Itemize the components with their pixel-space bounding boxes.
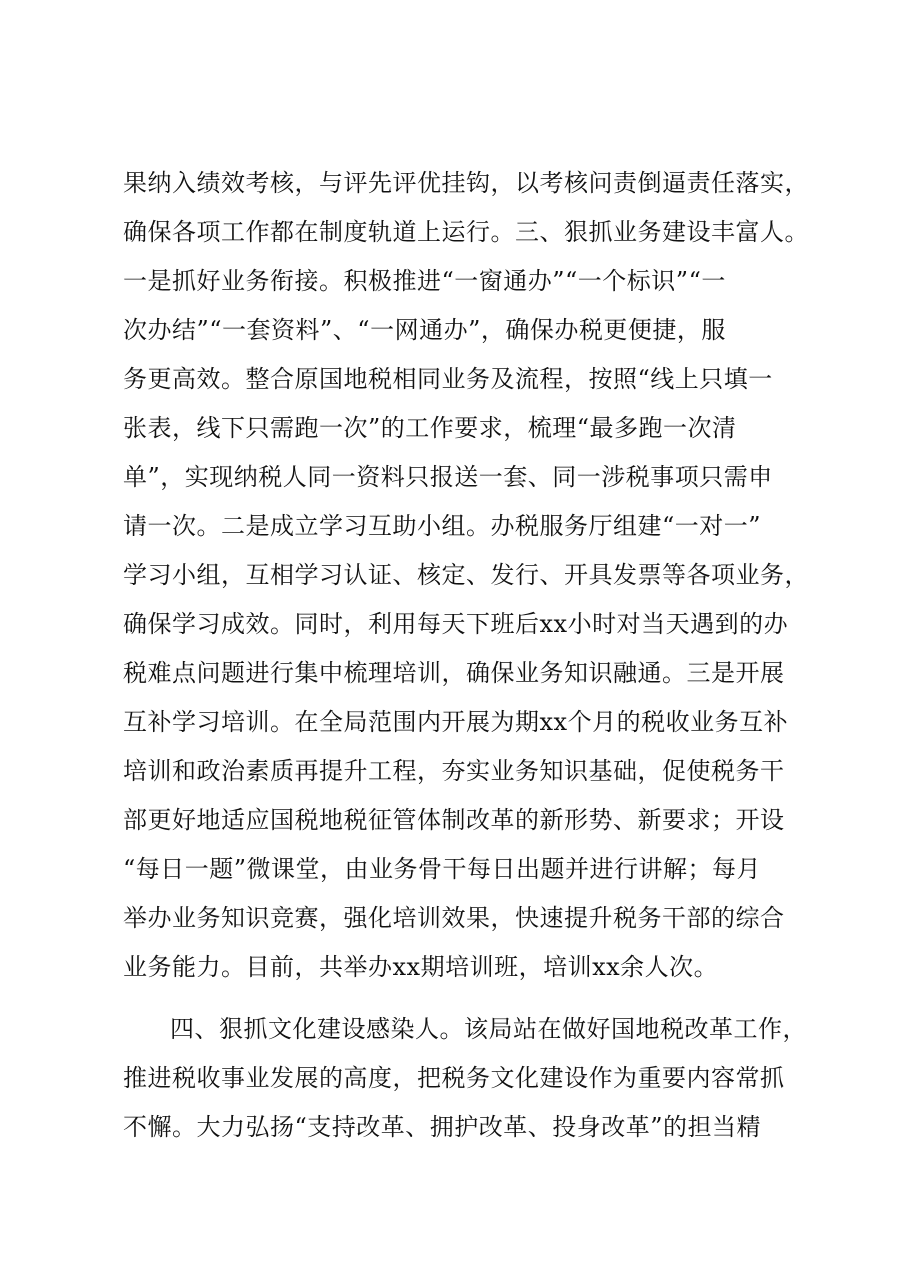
text-line: “每日一题”微课堂，由业务骨干每日出题并进行讲解；每月 xyxy=(123,855,762,883)
text-line: 部更好地适应国税地税征管体制改革的新形势、新要求；开设 xyxy=(123,806,785,834)
text-line: 请一次。二是成立学习互助小组。办税服务厅组建“一对一” xyxy=(123,512,762,540)
text-line: 税难点问题进行集中梳理培训，确保业务知识融通。三是开展 xyxy=(123,659,785,687)
text-line: 张表，线下只需跑一次”的工作要求，梳理“最多跑一次清 xyxy=(123,414,737,442)
text-line: 推进税收事业发展的高度，把税务文化建设作为重要内容常抓 xyxy=(123,1064,785,1092)
text-line: 次办结”“一套资料”、“一网通办”，确保办税更便捷，服 xyxy=(123,316,726,344)
text-line: 学习小组，互相学习认证、核定、发行、开具发票等各项业务， xyxy=(123,561,809,589)
text-line: 果纳入绩效考核，与评先评优挂钩，以考核问责倒逼责任落实， xyxy=(123,169,809,197)
text-line: 单”，实现纳税人同一资料只报送一套、同一涉税事项只需申 xyxy=(123,463,773,491)
text-line: 确保各项工作都在制度轨道上运行。三、狠抓业务建设丰富人。 xyxy=(123,218,809,246)
paragraph-start-line: 四、狠抓文化建设感染人。该局站在做好国地税改革工作， xyxy=(170,1015,807,1043)
text-line: 举办业务知识竞赛，强化培训效果，快速提升税务干部的综合 xyxy=(123,904,785,932)
text-line: 业务能力。目前，共举办xx期培训班，培训xx余人次。 xyxy=(123,953,719,981)
text-line: 确保学习成效。同时，利用每天下班后xx小时对当天遇到的办 xyxy=(123,610,789,638)
text-line: 务更高效。整合原国地税相同业务及流程，按照“线上只填一 xyxy=(123,365,773,393)
text-line: 培训和政治素质再提升工程，夯实业务知识基础，促使税务干 xyxy=(123,757,785,785)
text-line: 不懈。大力弘扬“支持改革、拥护改革、投身改革”的担当精 xyxy=(123,1113,762,1141)
text-line: 互补学习培训。在全局范围内开展为期xx个月的税收业务互补 xyxy=(123,708,789,736)
text-line: 一是抓好业务衔接。积极推进“一窗通办”“一个标识”“一 xyxy=(123,267,726,295)
